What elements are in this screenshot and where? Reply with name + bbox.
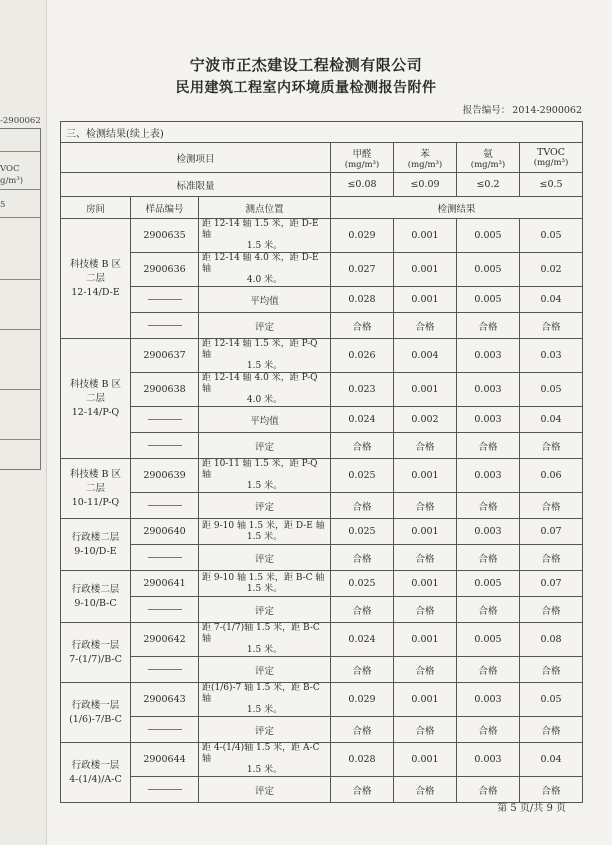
pollutant-name: 氨 — [483, 148, 493, 160]
position-line: 1.5 米。 — [246, 705, 283, 715]
result-value: 0.001 — [394, 519, 457, 545]
result-value: 0.003 — [457, 743, 520, 777]
sub-header-row — [61, 197, 583, 219]
empty-dash — [148, 789, 182, 790]
position-line: 1.5 米。 — [246, 241, 283, 251]
position-line: 评定 — [254, 501, 274, 513]
position-header: 测点位置 — [199, 197, 331, 219]
table-row — [61, 597, 583, 623]
previous-page-edge — [0, 0, 47, 845]
room-line: 行政楼一层 — [71, 759, 120, 771]
position-line: 评定 — [254, 665, 274, 677]
empty-dash — [148, 729, 182, 730]
result-value: 0.003 — [457, 683, 520, 717]
position-line: 距 10-11 轴 1.5 米，距 P-Q 轴 — [202, 459, 318, 480]
position-line: 评定 — [254, 553, 274, 565]
result-value: 0.001 — [394, 571, 457, 597]
position-line: 距(1/6)-7 轴 1.5 米，距 B-C 轴 — [202, 683, 320, 704]
room-cell — [61, 683, 131, 743]
room-cell — [61, 459, 131, 519]
report-number-label: 报告编号： — [462, 105, 511, 116]
sample-cell — [131, 623, 199, 657]
position-line: 1.5 米。 — [246, 361, 283, 371]
position-line: 4.0 米。 — [246, 275, 283, 285]
result-value: 合格 — [457, 717, 520, 743]
room-line: 科技楼 B 区 — [69, 378, 122, 390]
position-line: 距 12-14 轴 1.5 米，距 P-Q 轴 — [202, 339, 318, 360]
room-line: 科技楼 B 区 — [69, 468, 122, 480]
position-line: 1.5 米。 — [246, 481, 283, 491]
position-cell — [199, 545, 331, 571]
result-value: 0.02 — [520, 253, 583, 287]
table-row — [61, 743, 583, 777]
pollutant-unit: (mg/m³) — [407, 159, 443, 170]
sample-cell — [131, 287, 199, 313]
result-value: 合格 — [331, 433, 394, 459]
result-value: 0.029 — [331, 683, 394, 717]
position-line: 评定 — [254, 785, 274, 797]
result-value: 合格 — [520, 493, 583, 519]
result-value: 合格 — [331, 597, 394, 623]
sample-number: 2900640 — [143, 526, 186, 537]
result-value: 0.005 — [457, 253, 520, 287]
position-line: 距 9-10 轴 1.5 米，距 B-C 轴 — [202, 572, 325, 583]
result-value: 0.003 — [457, 459, 520, 493]
table-row — [61, 313, 583, 339]
result-value: 0.003 — [457, 519, 520, 545]
sample-cell — [131, 777, 199, 803]
result-value: 0.05 — [520, 219, 583, 253]
table-row — [61, 373, 583, 407]
sample-cell — [131, 657, 199, 683]
room-line: (1/6)-7/B-C — [69, 713, 122, 725]
section-title-row — [61, 122, 583, 143]
result-value: 合格 — [331, 657, 394, 683]
room-line: 行政楼二层 — [71, 583, 120, 595]
table-row — [61, 493, 583, 519]
table-row — [61, 683, 583, 717]
sample-cell — [131, 253, 199, 287]
limit-label: 标准限量 — [61, 173, 331, 197]
result-value: 合格 — [394, 433, 457, 459]
position-cell — [199, 459, 331, 493]
sample-number: 2900639 — [143, 470, 186, 481]
position-cell — [199, 743, 331, 777]
sample-cell — [131, 743, 199, 777]
position-cell — [199, 519, 331, 545]
limit-value: ≤0.09 — [394, 173, 457, 197]
result-value: 0.07 — [520, 571, 583, 597]
empty-dash — [148, 505, 182, 506]
position-cell — [199, 219, 331, 253]
empty-dash — [148, 557, 182, 558]
result-value: 合格 — [394, 717, 457, 743]
item-header: 检测项目 — [61, 143, 331, 173]
result-value: 合格 — [331, 493, 394, 519]
result-value: 合格 — [394, 493, 457, 519]
table-row — [61, 717, 583, 743]
sample-cell — [131, 717, 199, 743]
company-title: 宁波市正杰建设工程检测有限公司 — [189, 56, 423, 74]
position-line: 1.5 米。 — [246, 645, 283, 655]
result-value: 0.027 — [331, 253, 394, 287]
result-value: 合格 — [457, 433, 520, 459]
sample-number: 2900644 — [143, 754, 186, 765]
sample-cell — [131, 571, 199, 597]
result-value: 0.028 — [331, 743, 394, 777]
result-value: 合格 — [457, 597, 520, 623]
position-line: 距 9-10 轴 1.5 米，距 D-E 轴 — [202, 520, 325, 531]
position-cell — [199, 717, 331, 743]
sample-number: 2900642 — [143, 634, 186, 645]
edge-rule — [0, 389, 40, 390]
results-header: 检测结果 — [331, 197, 583, 219]
room-line: 行政楼一层 — [71, 699, 120, 711]
sample-number: 2900635 — [143, 230, 186, 241]
position-line: 平均值 — [250, 415, 279, 427]
result-value: 合格 — [457, 493, 520, 519]
result-value: 0.001 — [394, 219, 457, 253]
limit-value: ≤0.5 — [520, 173, 583, 197]
position-line: 4.0 米。 — [246, 395, 283, 405]
result-value: 合格 — [520, 597, 583, 623]
edge-text: 5 — [0, 200, 6, 210]
result-value: 0.08 — [520, 623, 583, 657]
position-cell — [199, 623, 331, 657]
result-value: 0.003 — [457, 407, 520, 433]
result-value: 0.04 — [520, 407, 583, 433]
sample-cell — [131, 219, 199, 253]
room-line: 9-10/B-C — [74, 597, 117, 609]
position-line: 距 12-14 轴 1.5 米，距 D-E 轴 — [202, 219, 319, 240]
room-line: 二层 — [85, 482, 105, 494]
result-value: 0.005 — [457, 571, 520, 597]
result-value: 0.001 — [394, 743, 457, 777]
edge-rule — [0, 151, 40, 152]
room-line: 10-11/P-Q — [71, 496, 120, 508]
result-value: 0.025 — [331, 519, 394, 545]
sample-cell — [131, 519, 199, 545]
header-formaldehyde — [331, 143, 394, 173]
result-value: 0.025 — [331, 571, 394, 597]
edge-text: VOC — [0, 164, 20, 174]
result-value: 0.001 — [394, 623, 457, 657]
table-row — [61, 219, 583, 253]
pollutant-header-row — [61, 143, 583, 173]
position-cell — [199, 493, 331, 519]
position-line: 距 4-(1/4)轴 1.5 米，距 A-C 轴 — [202, 743, 320, 764]
result-value: 0.002 — [394, 407, 457, 433]
result-value: 合格 — [520, 313, 583, 339]
table-row — [61, 459, 583, 493]
header-tvoc — [520, 143, 583, 173]
room-cell — [61, 519, 131, 571]
position-line: 1.5 米。 — [246, 531, 283, 542]
result-value: 合格 — [520, 657, 583, 683]
result-value: 合格 — [331, 717, 394, 743]
result-value: 0.04 — [520, 287, 583, 313]
report-number-value: 2014-2900062 — [512, 105, 582, 116]
position-cell — [199, 777, 331, 803]
header-benzene — [394, 143, 457, 173]
result-value: 合格 — [457, 657, 520, 683]
room-line: 12-14/D-E — [71, 286, 120, 298]
result-value: 合格 — [394, 545, 457, 571]
table-row — [61, 519, 583, 545]
result-value: 0.026 — [331, 339, 394, 373]
header-ammonia — [457, 143, 520, 173]
table-row — [61, 433, 583, 459]
room-cell — [61, 339, 131, 459]
pollutant-unit: (mg/m³) — [533, 158, 569, 168]
result-value: 合格 — [520, 433, 583, 459]
sample-cell — [131, 493, 199, 519]
table-row — [61, 253, 583, 287]
pollutant-name: TVOC — [536, 147, 566, 158]
result-value: 0.001 — [394, 373, 457, 407]
room-line: 9-10/D-E — [74, 545, 117, 557]
edge-rule — [0, 329, 40, 330]
table-row — [61, 339, 583, 373]
empty-dash — [148, 325, 182, 326]
position-cell — [199, 571, 331, 597]
result-value: 合格 — [457, 777, 520, 803]
sample-cell — [131, 407, 199, 433]
sample-cell — [131, 459, 199, 493]
result-value: 0.003 — [457, 373, 520, 407]
position-line: 距 7-(1/7)轴 1.5 米，距 B-C 轴 — [202, 623, 320, 644]
result-value: 0.005 — [457, 287, 520, 313]
sample-number: 2900638 — [143, 384, 186, 395]
result-value: 0.05 — [520, 683, 583, 717]
result-value: 0.03 — [520, 339, 583, 373]
position-cell — [199, 657, 331, 683]
report-number — [461, 102, 582, 116]
result-value: 0.07 — [520, 519, 583, 545]
sample-number: 2900636 — [143, 264, 186, 275]
table-row — [61, 407, 583, 433]
pollutant-name: 苯 — [420, 148, 430, 160]
room-line: 行政楼一层 — [71, 639, 120, 651]
position-cell — [199, 373, 331, 407]
section-title: 三、检测结果(续上表) — [61, 122, 583, 143]
empty-dash — [148, 299, 182, 300]
position-cell — [199, 253, 331, 287]
sample-cell — [131, 373, 199, 407]
pollutant-unit: (mg/m³) — [344, 159, 380, 170]
limit-value: ≤0.08 — [331, 173, 394, 197]
result-value: 0.001 — [394, 287, 457, 313]
page-footer: 第 5 页/共 9 页 — [497, 803, 566, 814]
room-line: 科技楼 B 区 — [69, 258, 122, 270]
result-value: 0.028 — [331, 287, 394, 313]
result-value: 0.005 — [457, 219, 520, 253]
position-line: 评定 — [254, 605, 274, 617]
sample-cell — [131, 683, 199, 717]
report-title: 民用建筑工程室内环境质量检测报告附件 — [175, 80, 437, 96]
position-line: 评定 — [254, 441, 274, 453]
room-line: 7-(1/7)/B-C — [69, 653, 122, 665]
position-line: 评定 — [254, 725, 274, 737]
room-header: 房间 — [61, 197, 131, 219]
position-line: 1.5 米。 — [246, 765, 283, 775]
position-cell — [199, 683, 331, 717]
sample-number: 2900637 — [143, 350, 186, 361]
result-value: 合格 — [520, 777, 583, 803]
sample-cell — [131, 597, 199, 623]
sample-header: 样品编号 — [131, 197, 199, 219]
position-cell — [199, 407, 331, 433]
position-line: 距 12-14 轴 4.0 米，距 P-Q 轴 — [202, 373, 318, 394]
pollutant-unit: (mg/m³) — [470, 159, 506, 170]
pollutant-name: 甲醛 — [352, 148, 372, 160]
result-value: 0.04 — [520, 743, 583, 777]
result-value: 合格 — [457, 545, 520, 571]
room-line: 4-(1/4)/A-C — [69, 773, 122, 785]
position-cell — [199, 339, 331, 373]
position-line: 评定 — [254, 321, 274, 333]
result-value: 合格 — [520, 545, 583, 571]
edge-rule — [0, 279, 40, 280]
position-cell — [199, 287, 331, 313]
table-row — [61, 623, 583, 657]
table-row — [61, 545, 583, 571]
position-cell — [199, 313, 331, 339]
position-line: 1.5 米。 — [246, 583, 283, 594]
result-value: 合格 — [394, 313, 457, 339]
result-value: 合格 — [394, 657, 457, 683]
result-value: 合格 — [394, 597, 457, 623]
empty-dash — [148, 609, 182, 610]
result-value: 0.06 — [520, 459, 583, 493]
empty-dash — [148, 445, 182, 446]
room-cell — [61, 219, 131, 339]
table-row — [61, 657, 583, 683]
result-value: 0.025 — [331, 459, 394, 493]
edge-rule — [0, 189, 40, 190]
room-cell — [61, 623, 131, 683]
sample-cell — [131, 545, 199, 571]
position-cell — [199, 597, 331, 623]
sample-cell — [131, 433, 199, 459]
room-line: 二层 — [85, 392, 105, 404]
results-table — [60, 121, 583, 803]
edge-text: -2900062 — [0, 116, 41, 126]
sample-number: 2900643 — [143, 694, 186, 705]
table-row — [61, 287, 583, 313]
sample-number: 2900641 — [143, 578, 186, 589]
result-value: 0.005 — [457, 623, 520, 657]
result-value: 合格 — [331, 777, 394, 803]
sample-cell — [131, 339, 199, 373]
position-cell — [199, 433, 331, 459]
result-value: 0.029 — [331, 219, 394, 253]
result-value: 0.024 — [331, 407, 394, 433]
result-value: 0.024 — [331, 623, 394, 657]
result-value: 0.001 — [394, 459, 457, 493]
result-value: 合格 — [457, 313, 520, 339]
result-value: 0.003 — [457, 339, 520, 373]
limit-value: ≤0.2 — [457, 173, 520, 197]
result-value: 0.001 — [394, 253, 457, 287]
empty-dash — [148, 669, 182, 670]
room-line: 二层 — [85, 272, 105, 284]
result-value: 合格 — [520, 717, 583, 743]
limit-row — [61, 173, 583, 197]
empty-dash — [148, 419, 182, 420]
room-line: 行政楼二层 — [71, 531, 120, 543]
result-value: 合格 — [394, 777, 457, 803]
room-line: 12-14/P-Q — [71, 406, 120, 418]
room-cell — [61, 571, 131, 623]
result-value: 0.05 — [520, 373, 583, 407]
edge-rule — [0, 439, 40, 440]
result-value: 合格 — [331, 545, 394, 571]
table-row — [61, 571, 583, 597]
result-value: 0.001 — [394, 683, 457, 717]
position-line: 距 12-14 轴 4.0 米，距 D-E 轴 — [202, 253, 319, 274]
position-line: 平均值 — [250, 295, 279, 307]
edge-rule — [0, 217, 40, 218]
result-value: 合格 — [331, 313, 394, 339]
result-value: 0.023 — [331, 373, 394, 407]
result-value: 0.004 — [394, 339, 457, 373]
edge-text: g/m³) — [0, 176, 24, 186]
room-cell — [61, 743, 131, 803]
sample-cell — [131, 313, 199, 339]
